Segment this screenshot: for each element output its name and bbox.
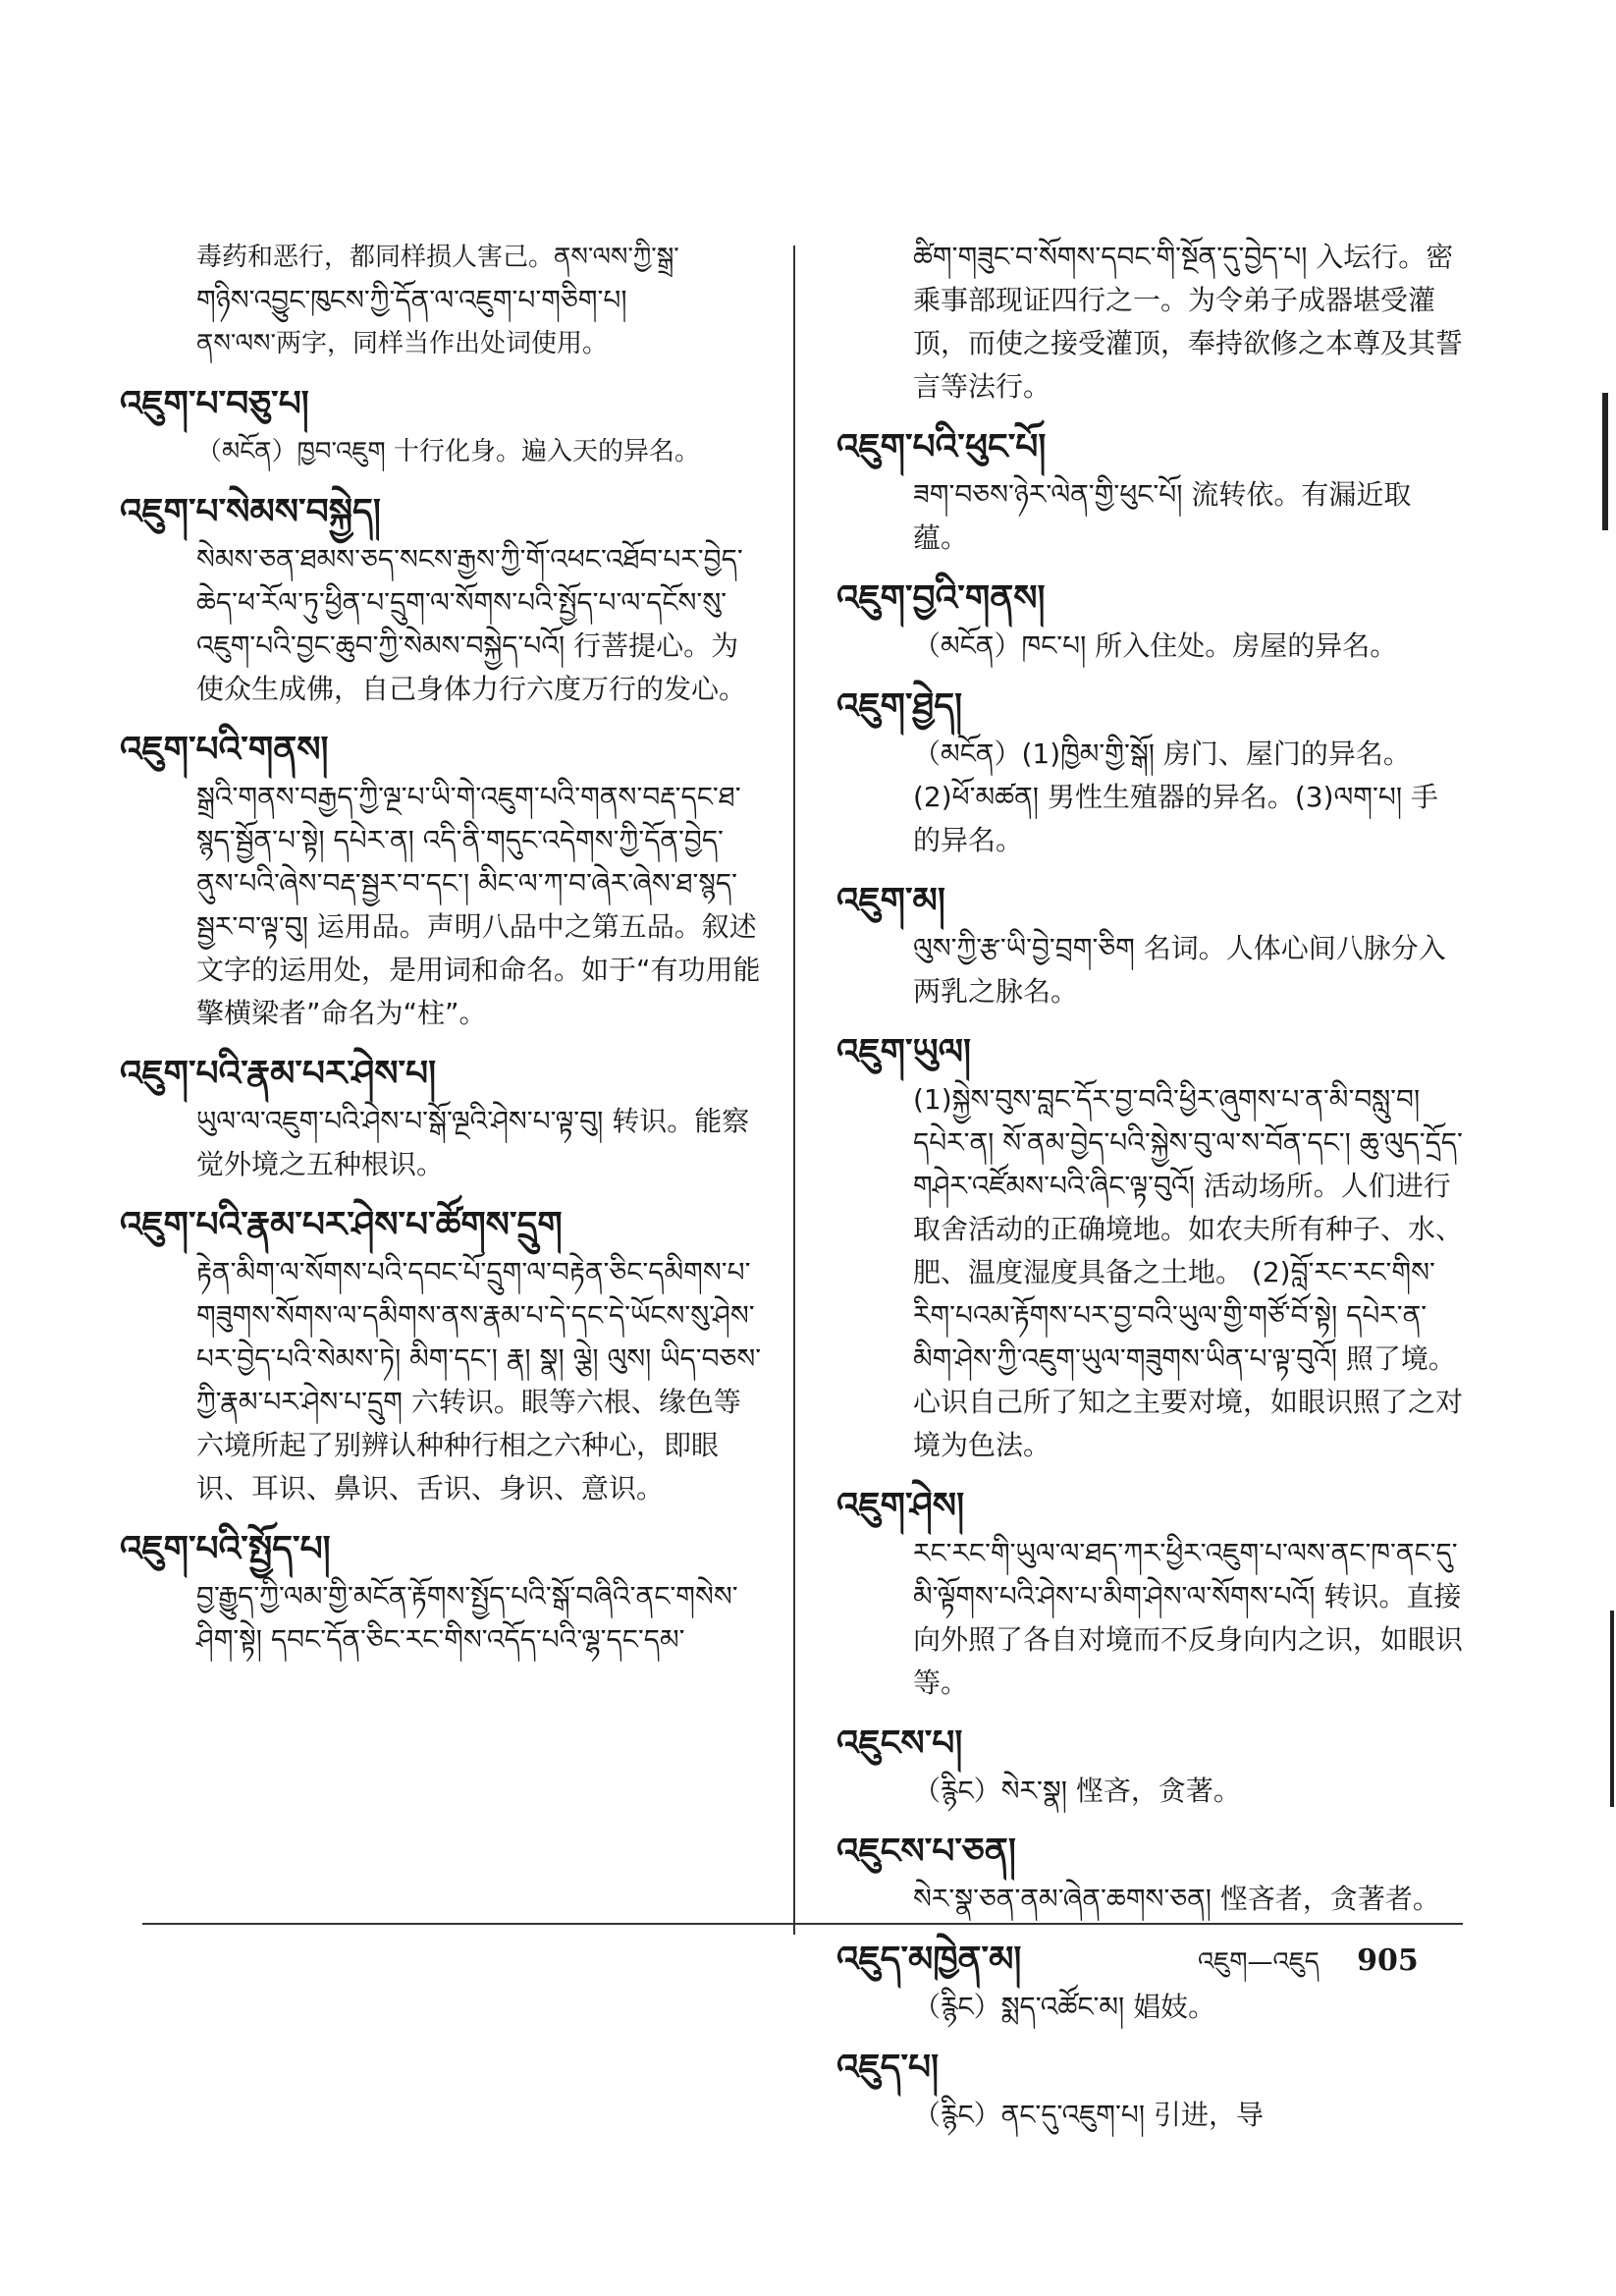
page-footer (1198, 1940, 1492, 1983)
entry-continued (844, 236, 1463, 409)
entry-definition: （མངོན）ཁྱབ་འཇུག 十行化身。遍入天的异名。 (196, 437, 700, 466)
entry-headword: འཇུག་ཤེས། (836, 1486, 965, 1526)
dictionary-entry (836, 682, 1463, 862)
entry-definition: (1)སྐྱེས་བུས་བླང་དོར་བྱ་བའི་ཕྱིར་ཞུགས་པ་ན་མི་བསླུ་བ། དཔེར་ན། སོ་ནམ་བྱེད་པའི་སྐྱེས་བུ་ལ་ས་བོན་དང་། ཆུ་ལུད་དྲོད་གཤེར་འཛོམས་པའི་ཞིང་ལྟ་བུའོ། 活动场所。人们进行取舍活动的正确境地。如农夫所有种子、水、肥、温度湿度具备之土地。 (2)བློ་རང་རང་གིས་རིག་པའམ་རྟོགས་པར་བྱ་བའི་ཡུལ་གྱི་གཙོ་བོ་སྟེ། དཔེར་ན་མིག་ཤེས་ཀྱི་འཇུག་ཡུལ་གཟུགས་ཡིན་པ་ལྟ་བུའོ། 照了境。心识自己所了知之主要对境，如眼识照了之对境为色法。 (913, 1083, 1464, 1461)
scan-edge-mark (1602, 393, 1608, 530)
page-range-header: འཇུག—འཇུད (1198, 1947, 1320, 1977)
entry-headword: འཇུག་པ་བཅུ་པ། (120, 384, 309, 424)
entry-headword: འཇུག་པའི་ཕུང་པོ། (836, 427, 1047, 467)
entry-text: ནས་ལས་两字，同样当作出处词使用。 (196, 329, 608, 358)
dictionary-entry (836, 1481, 1464, 1705)
footer-rule (142, 1923, 1463, 1925)
entry-definition: （རྙིང）སེར་སྣ། 悭吝，贪著。 (913, 1775, 1241, 1807)
entry-definition: རང་རང་གི་ཡུལ་ལ་ཐད་ཀར་ཕྱིར་འཇུག་པ་ལས་ནང་ཁ་ནང་དུ་མི་ལྟོགས་པའི་ཤེས་པ་མིག་ཤེས་ལ་སོགས་པའོ། 转识。直接向外照了各自对境而不反身向内之识，如眼识等。 (913, 1537, 1464, 1699)
entry-definition: བྱ་རྒྱུད་ཀྱི་ལམ་གྱི་མངོན་རྟོགས་སྤྱོད་པའི་སྒོ་བཞིའི་ནང་གསེས་ཤིག་སྟེ། དབང་དོན་ཅིང་རང་གིས་འདོད་པའི་ལྷ་དང་དམ་ (196, 1580, 738, 1656)
entry-text: 毒药和恶行，都同样损人害己。ནས་ལས་ཀྱི་སྒྲ་ (196, 243, 679, 272)
right-column (836, 236, 1464, 2151)
entry-headword: འཇུག་བྱའི་གནས། (836, 578, 1046, 619)
dictionary-entry (120, 1524, 766, 1662)
entry-headword: འཇུངས་པ་ཅན། (836, 1831, 1016, 1872)
dictionary-entry (836, 1827, 1463, 1921)
entry-headword: འཇུད་མཁྱེན་མ། (836, 1940, 1022, 1980)
page-number: 905 (1357, 1943, 1419, 1978)
entry-headword: འཇུག་མ། (836, 881, 945, 921)
dictionary-entry (120, 725, 766, 1035)
entry-headword: འཇུངས་པ། (836, 1723, 963, 1764)
entry-definition: སེར་སྣ་ཅན་ནམ་ཞེན་ཆགས་ཅན། 悭吝者，贪著者。 (913, 1883, 1440, 1915)
entry-headword: འཇུག་པའི་སྤྱོད་པ། (120, 1529, 331, 1569)
entry-headword: འཇུད་པ། (836, 2048, 940, 2088)
entry-headword: འཇུག་པ་སེམས་བསྐྱེད། (120, 492, 381, 532)
dictionary-entry (836, 422, 1463, 560)
dictionary-entry (120, 379, 766, 473)
entry-text: ཚིག་གཟུང་བ་སོགས་དབང་གི་སྔོན་དུ་བྱེད་པ། 入坛行。密乘事部现证四行之一。为令弟子成器堪受灌顶，而使之接受灌顶，奉持欲修之本尊及其誓言等法行。 (913, 241, 1464, 403)
dictionary-entry (836, 876, 1463, 1013)
entry-definition: （རྙིང）ནང་དུ་འཇུག་པ། 引进，导 (913, 2099, 1264, 2131)
dictionary-entry (120, 1049, 766, 1186)
left-column (120, 236, 766, 1675)
entry-headword: འཇུག་ཡུལ། (836, 1032, 972, 1072)
column-divider (793, 246, 795, 1935)
entry-headword: འཇུག་པའི་རྣམ་པར་ཤེས་པ། (120, 1054, 437, 1094)
dictionary-entry (120, 1200, 766, 1510)
dictionary-entry (836, 2043, 1463, 2137)
dictionary-entry (836, 1719, 1463, 1813)
scan-edge-mark (1610, 1611, 1614, 1807)
entry-definition: （མངོན）(1)ཁྱིམ་གྱི་སྒོ། 房门、屋门的异名。(2)ཕོ་མཚན། 男性生殖器的异名。(3)ལག་པ། 手的异名。 (913, 738, 1438, 856)
dictionary-entry (120, 487, 766, 711)
entry-headword: འཇུག་ཐྱེད། (836, 686, 963, 727)
entry-definition: སེམས་ཅན་ཐམས་ཅད་སངས་རྒྱས་ཀྱི་གོ་འཕང་འཐོབ་པར་བྱེད་ཆེད་ཕ་རོལ་ཏུ་ཕྱིན་པ་དྲུག་ལ་སོགས་པའི་སྤྱོད་པ་ལ་དངོས་སུ་འཇུག་པའི་བྱང་ཆུབ་ཀྱི་སེམས་བསྐྱེད་པའོ། 行菩提心。为使众生成佛，自己身体力行六度万行的发心。 (196, 543, 747, 705)
entry-definition: （མངོན）ཁང་པ། 所入住处。房屋的异名。 (913, 629, 1398, 662)
entry-headword: འཇུག་པའི་རྣམ་པར་ཤེས་པ་ཚོགས་དྲུག (120, 1205, 563, 1245)
entry-headword: འཇུག་པའི་གནས། (120, 730, 329, 770)
entry-text: གཉིས་འབྱུང་ཁུངས་ཀྱི་དོན་ལ་འཇུག་པ་གཅིག་པ། (196, 284, 627, 316)
dictionary-entry (836, 574, 1463, 668)
entry-definition: ཡུལ་ལ་འཇུག་པའི་ཤེས་པ་སྒོ་ལྔའི་ཤེས་པ་ལྟ་བུ། 转识。能察觉外境之五种根识。 (196, 1105, 750, 1180)
entry-definition: རྟེན་མིག་ལ་སོགས་པའི་དབང་པོ་དྲུག་ལ་བརྟེན་ཅིང་དམིགས་པ་གཟུགས་སོགས་ལ་དམིགས་ནས་རྣམ་པ་དེ་དང་དེ་ཡོངས་སུ་ཤེས་པར་བྱེད་པའི་སེམས་ཏེ། མིག་དང་། རྣ། སྣ། ལྕེ། ལུས། ཡིད་བཅས་ཀྱི་རྣམ་པར་ཤེས་པ་དྲུག 六转识。眼等六根、缘色等六境所起了别辨认种种行相之六种心，即眼识、耳识、鼻识、舌识、身识、意识。 (196, 1256, 762, 1504)
entry-definition: ལུས་ཀྱི་རྩ་ཡི་བྱེ་བྲག་ཅིག 名词。人体心间八脉分入两乳之脉名。 (913, 932, 1446, 1008)
dictionary-entry (836, 1027, 1464, 1467)
entry-definition: སྒྲའི་གནས་བརྒྱད་ཀྱི་ལྔ་པ་ཡི་གེ་འཇུག་པའི་གནས་བརྡ་དང་ཐ་སྙད་སྦྱོན་པ་སྟེ། དཔེར་ན། འདི་ནི་གདུང་འདེགས་ཀྱི་དོན་བྱེད་ནུས་པའི་ཞེས་བརྡ་སྦྱར་བ་དང་། མིང་ལ་ཀ་བ་ཞེར་ཞེས་ཐ་སྙད་སྦྱར་བ་ལྟ་བུ། 运用品。声明八品中之第五品。叙述文字的运用处，是用词和命名。如于“有功用能擎横梁者”命名为“柱”。 (196, 781, 761, 1029)
entry-definition: ཟག་བཅས་ཉེར་ལེན་གྱི་ཕུང་པོ། 流转依。有漏近取蕴。 (913, 478, 1412, 554)
entry-definition: （རྙིང）སྨད་འཚོང་མ། 娼妓。 (913, 1991, 1216, 2023)
entry-continued (128, 236, 766, 365)
